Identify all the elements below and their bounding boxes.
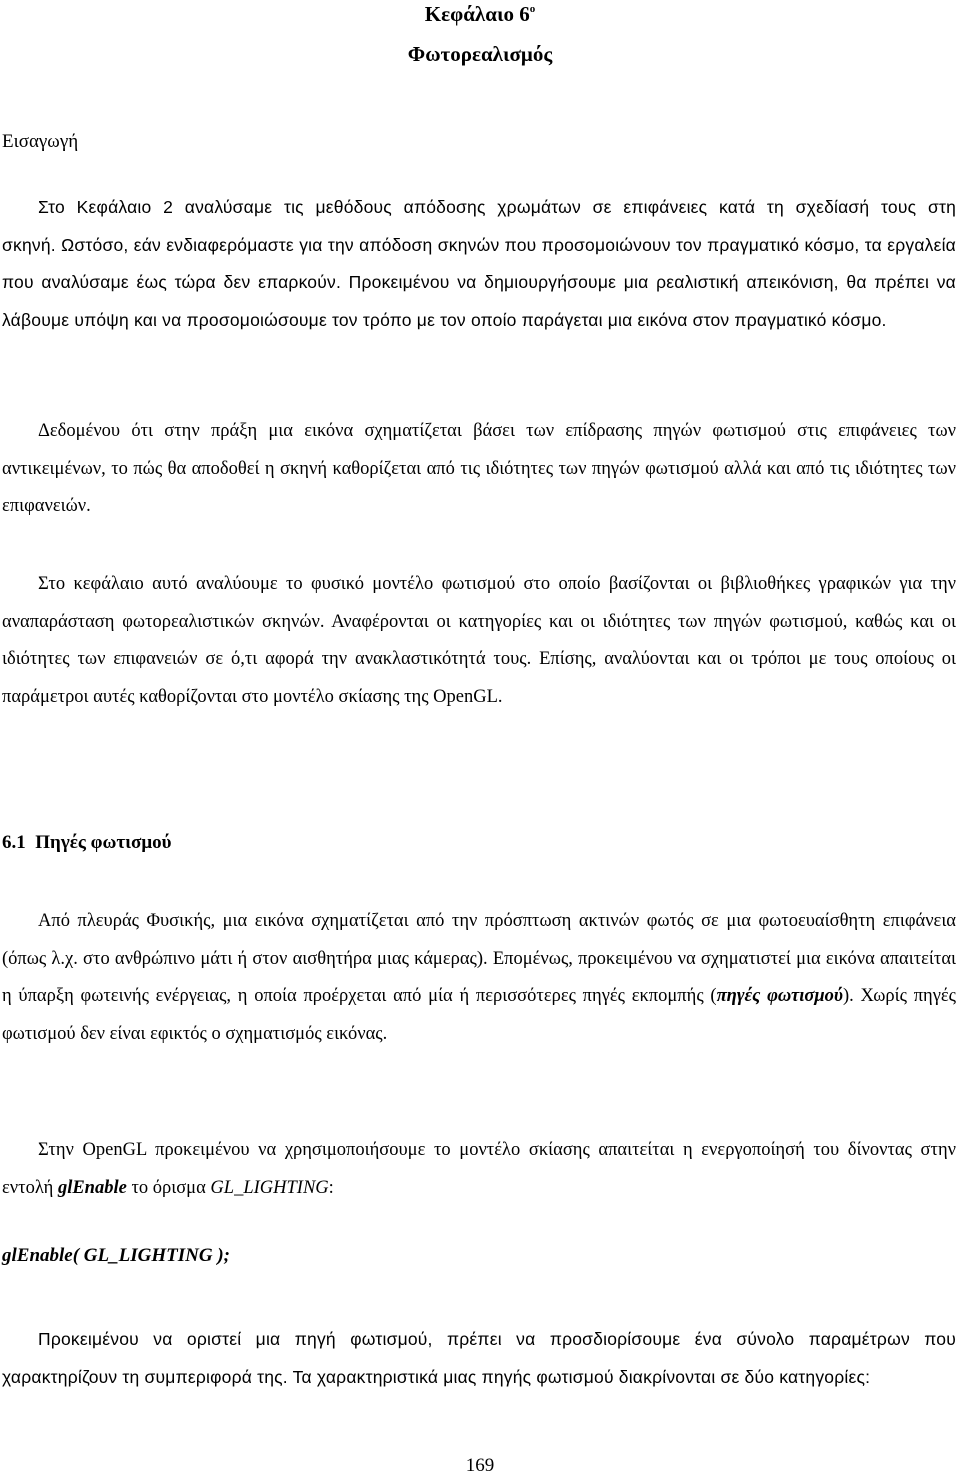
section-6-1-paragraph-2-part-b: το όρισμα [126, 1177, 211, 1198]
section-6-1-paragraph-3 [2, 1321, 956, 1396]
section-6-1-paragraph-2-part-c: : [328, 1177, 334, 1198]
intro-paragraph-1-rest: σκηνή. Ωστόσο, εάν ενδιαφερόμαστε για την απόδοση σκηνών που προσομοιώνουν τον πραγματικό κόσμο, τα εργαλεία που αναλύσαμε έως τώρα δεν επαρκούν. Προκειμένου να δημιουργήσουμε μια ρεαλιστική απεικόνιση, θα πρέπει να λάβουμε υπόψη και να προσομοιώσουμε τον τρόπο με τον οποίο παράγεται μια εικόνα στον πραγματικό κόσμο. [2, 234, 956, 330]
section-6-1-paragraph-1-part-a: Από πλευράς Φυσικής, μια εικόνα σχηματίζεται από την πρόσπτωση ακτινών φωτός σε μια φωτοευαίσθητη επιφάνεια (όπως λ.χ. στο ανθρώπινο μάτι ή στον αισθητήρα μιας κάμερας). Επομένως, προκειμένου να σχηματιστεί μια εικόνα απαιτείται η ύπαρξη φωτεινής ενέργειας, η οποία προέρχεται από μία ή περισσότερες πηγές εκπομπής ( [2, 911, 956, 1006]
intro-paragraph-2 [2, 413, 956, 526]
section-6-1-paragraph-2 [2, 1132, 956, 1207]
section-6-1-paragraph-1 [2, 903, 956, 1053]
intro-paragraph-1-first-line: Στο Κεφάλαιο 2 αναλύσαμε τις μεθόδους απόδοσης χρωμάτων σε επιφάνειες κατά τη σχεδίασή τους στη [38, 197, 956, 217]
page-number: 169 [465, 1455, 495, 1476]
chapter-title: Φωτορεαλισμός [407, 42, 553, 66]
section-6-1-paragraph-3-text: Προκειμένου να οριστεί μια πηγή φωτισμού, πρέπει να προσδιορίσουμε ένα σύνολο παραμέτρων που χαρακτηρίζουν τη συμπεριφορά της. Τα χαρακτηριστικά μιας πηγής φωτισμού διακρίνονται σε δύο κατηγορίες: [2, 1329, 956, 1387]
emphasis-light-sources: πηγές φωτισμού [716, 986, 843, 1006]
intro-paragraph-1 [2, 189, 956, 339]
inline-command-glenable: glEnable [57, 1177, 127, 1198]
chapter-label: Κεφάλαιο 6 [424, 2, 530, 26]
section-6-1-heading [2, 832, 171, 854]
intro-paragraph-3 [2, 566, 956, 716]
inline-argument-gl-lighting: GL_LIGHTING [210, 1177, 329, 1198]
section-number: 6.1 [2, 832, 26, 853]
intro-paragraph-2-text: Δεδομένου ότι στην πράξη μια εικόνα σχηματίζεται βάσει των επίδρασης πηγών φωτισμού στις επιφάνειες των αντικειμένων, το πώς θα αποδοθεί η σκηνή καθορίζεται από τις ιδιότητες των πηγών φωτισμού αλλά και από τις ιδιότητες των επιφανειών. [2, 421, 956, 516]
intro-paragraph-3-text: Στο κεφάλαιο αυτό αναλύουμε το φυσικό μοντέλο φωτισμού στο οποίο βασίζονται οι βιβλιοθήκες γραφικών για την αναπαράσταση φωτορεαλιστικών σκηνών. Αναφέρονται οι κατηγορίες και οι ιδιότητες των πηγών φωτισμού, καθώς και οι ιδιότητες των επιφανειών σε ό,τι αφορά την ανακλαστικότητά τους. Επίσης, αναλύονται και οι τρόποι με τους οποίους οι παράμετροι αυτές καθορίζονται στο μοντέλο σκίασης της OpenGL. [2, 574, 956, 707]
section-6-1-paragraph-1-part-b: ). Χωρίς πηγές φωτισμού δεν είναι εφικτός ο σχηματισμός εικόνας. [2, 986, 956, 1044]
intro-heading: Εισαγωγή [2, 131, 79, 152]
section-title: Πηγές φωτισμού [35, 832, 172, 853]
code-example: glEnable( GL_LIGHTING ); [2, 1245, 230, 1266]
section-6-1-paragraph-2-part-a: Στην OpenGL προκειμένου να χρησιμοποιήσουμε το μοντέλο σκίασης απαιτείται η ενεργοποίησή του δίνοντας στην εντολή [2, 1140, 956, 1198]
chapter-number-heading [0, 2, 960, 27]
chapter-ordinal-superscript: ο [529, 3, 536, 15]
